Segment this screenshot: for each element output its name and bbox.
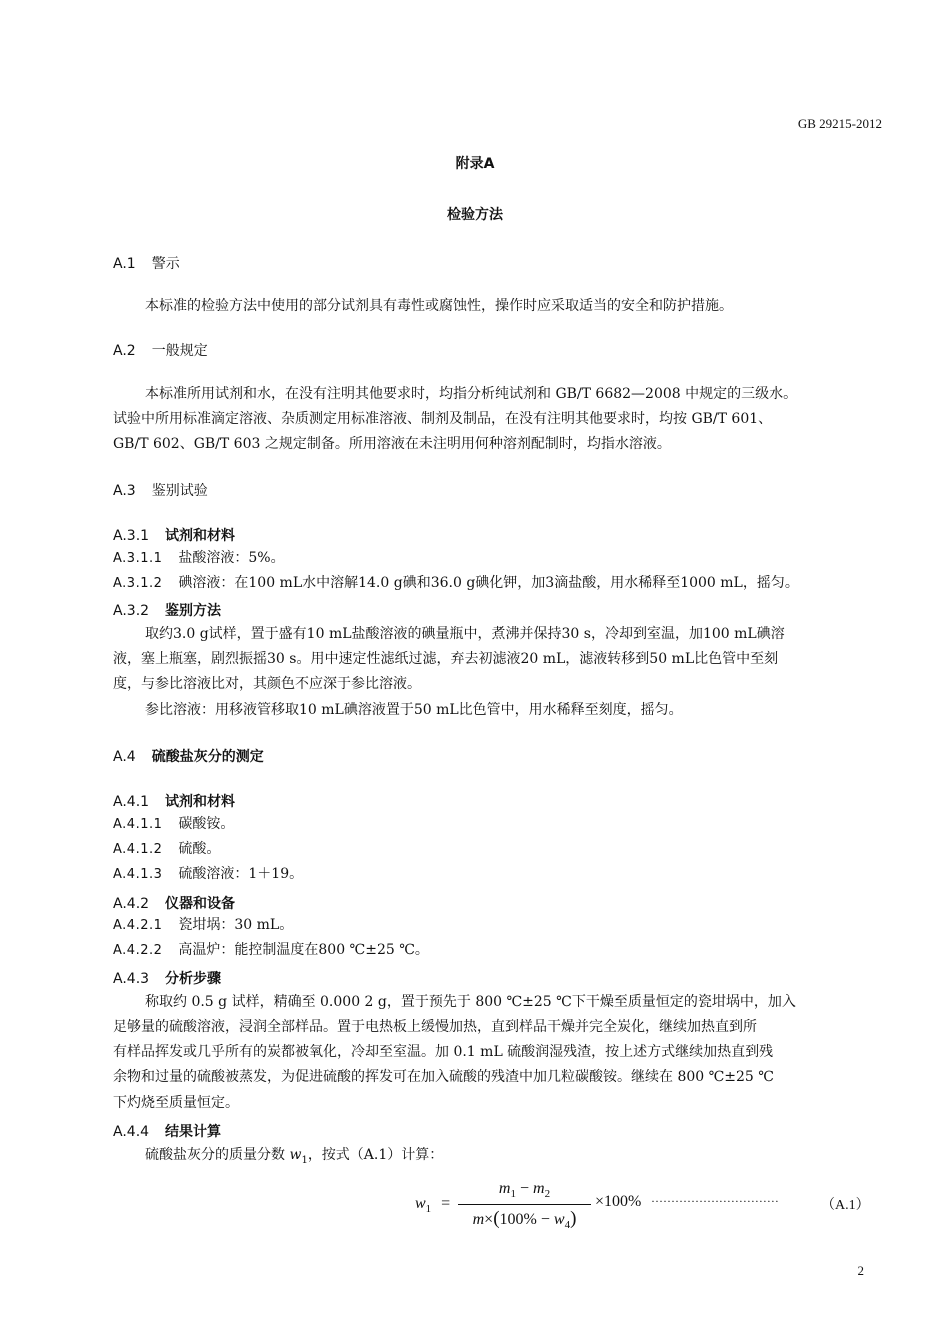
clause-text: 高温炉：能控制温度在800 ℃±25 ℃。 [178, 942, 429, 958]
page-number: 2 [857, 1263, 864, 1278]
clause-number: A.4.1.1 [113, 817, 163, 832]
variable-w: w [289, 1147, 302, 1163]
paragraph-line: 足够量的硫酸溶液，浸润全部样品。置于电热板上缓慢加热，直到样品干燥并完全炭化，继续加热直到所 [113, 1019, 757, 1035]
paragraph-line: 参比溶液：用移液管移取10 mL碘溶液置于50 mL比色管中，用水稀释至刻度，摇匀。 [145, 702, 683, 718]
heading-a4-3 [113, 968, 221, 988]
heading-a3 [113, 480, 208, 500]
heading-text: 鉴别方法 [165, 603, 222, 619]
heading-number: A.4 [113, 749, 136, 765]
heading-number: A.3.2 [113, 603, 150, 619]
paragraph-line: 称取约 0.5 g 试样，精确至 0.000 2 g，置于预先于 800 ℃±25 ℃下干燥至质量恒定的瓷坩埚中，加入 [145, 994, 796, 1010]
heading-text: 试剂和材料 [165, 794, 236, 810]
heading-a4-2 [113, 893, 235, 913]
appendix-title: 附录A [455, 156, 495, 172]
paragraph-line: 余物和过量的硫酸被蒸发，为促进硫酸的挥发可在加入硫酸的残渣中加几粒碳酸铵。继续在 800 ℃±25 ℃ [113, 1069, 774, 1085]
heading-number: A.4.3 [113, 971, 150, 987]
clause-number: A.4.2.1 [113, 918, 163, 933]
heading-text: 警示 [151, 256, 180, 272]
paragraph-line: 取约3.0 g试样，置于盛有10 mL盐酸溶液的碘量瓶中，煮沸并保持30 s，冷却到室温，加100 mL碘溶 [145, 626, 785, 642]
clause-a3-1-1 [113, 546, 285, 571]
calc-intro-text: ，按式（A.1）计算： [307, 1147, 444, 1163]
calc-intro [145, 1143, 443, 1173]
heading-number: A.4.4 [113, 1124, 150, 1140]
formula-label: （A.1） [821, 1198, 870, 1213]
clause-text: 碘溶液：在100 mL水中溶解14.0 g碘和36.0 g碘化钾，加3滴盐酸，用水稀释至1000 mL，摇匀。 [178, 575, 799, 591]
clause-text: 盐酸溶液：5%。 [178, 550, 285, 566]
formula-leader-dots: ································ [651, 1194, 779, 1208]
formula-times-100: ×100% [595, 1193, 642, 1210]
formula-a1 [415, 1180, 885, 1236]
heading-number: A.4.2 [113, 896, 150, 912]
clause-a4-2-1 [113, 913, 293, 938]
heading-number: A.3 [113, 483, 136, 499]
heading-text: 试剂和材料 [165, 528, 236, 544]
calc-intro-text: 硫酸盐灰分的质量分数 [145, 1147, 290, 1163]
heading-number: A.1 [113, 256, 136, 272]
clause-a3-1-2 [113, 571, 799, 596]
clause-number: A.4.1.2 [113, 842, 163, 857]
formula-sub: 1 [425, 1203, 432, 1216]
formula-paren: ( [493, 1208, 500, 1229]
clause-text: 硫酸溶液：1＋19。 [178, 866, 304, 882]
formula-percent: 100% [499, 1211, 537, 1228]
clause-number: A.4.2.2 [113, 943, 163, 958]
heading-a4 [113, 746, 264, 766]
heading-text: 分析步骤 [165, 971, 222, 987]
heading-number: A.3.1 [113, 528, 150, 544]
formula-sub: 2 [544, 1188, 551, 1201]
paragraph-line: 下灼烧至质量恒定。 [113, 1095, 239, 1111]
formula-var-w: w [415, 1195, 426, 1212]
paragraph-line: 液，塞上瓶塞，剧烈振摇30 s。用中速定性滤纸过滤，弃去初滤液20 mL，滤液转移到50 mL比色管中至刻 [113, 651, 779, 667]
formula-var-m: m [498, 1180, 511, 1197]
paragraph-line: 试验中所用标准滴定溶液、杂质测定用标准溶液、制剂及制品，在没有注明其他要求时，均按 GB/T 601、 [113, 411, 773, 427]
formula-minus: − [536, 1211, 554, 1228]
standard-number: GB 29215-2012 [797, 116, 882, 131]
formula-paren: ) [570, 1208, 577, 1229]
heading-a3-1 [113, 525, 235, 545]
clause-a4-2-2 [113, 938, 429, 963]
formula-var-m: m [472, 1211, 485, 1228]
clause-number: A.3.1.2 [113, 576, 163, 591]
heading-text: 仪器和设备 [165, 896, 236, 912]
clause-number: A.3.1.1 [113, 551, 163, 566]
clause-text: 碳酸铵。 [178, 816, 235, 832]
heading-a1 [113, 253, 180, 273]
formula-numerator [458, 1180, 591, 1200]
fraction-bar [458, 1204, 591, 1205]
clause-a4-1-1 [113, 812, 234, 837]
clause-number: A.4.1.3 [113, 867, 163, 882]
heading-a4-1 [113, 791, 235, 811]
clause-text: 瓷坩埚：30 mL。 [178, 917, 294, 933]
heading-number: A.4.1 [113, 794, 150, 810]
formula-minus: − [515, 1180, 534, 1197]
formula-equals: = [441, 1195, 451, 1212]
heading-number: A.2 [113, 343, 136, 359]
formula-denominator [458, 1208, 591, 1231]
clause-text: 硫酸。 [178, 841, 221, 857]
heading-text: 鉴别试验 [151, 483, 208, 499]
variable-subscript: 1 [301, 1154, 308, 1166]
heading-a3-2 [113, 600, 221, 620]
paragraph-line: 度，与参比溶液比对，其颜色不应深于参比溶液。 [113, 676, 421, 692]
formula-lhs [415, 1195, 450, 1215]
heading-text: 硫酸盐灰分的测定 [151, 749, 264, 765]
heading-text: 结果计算 [165, 1124, 222, 1140]
formula-var-m: m [533, 1180, 545, 1197]
formula-sub: 1 [510, 1188, 516, 1201]
appendix-subtitle: 检验方法 [447, 207, 503, 223]
paragraph-line: 有样品挥发或几乎所有的炭都被氧化，冷却至室温。加 0.1 mL 硫酸润湿残渣，按上述方式继续加热直到残 [113, 1044, 774, 1060]
heading-a4-4 [113, 1121, 221, 1141]
clause-a4-1-2 [113, 837, 220, 862]
clause-a4-1-3 [113, 862, 303, 887]
formula-times: × [484, 1211, 494, 1228]
paragraph-line: GB/T 602、GB/T 603 之规定制备。所用溶液在未注明用何种溶剂配制时，均指水溶液。 [113, 436, 671, 452]
paragraph-a1: 本标准的检验方法中使用的部分试剂具有毒性或腐蚀性，操作时应采取适当的安全和防护措施。 [145, 298, 733, 314]
formula-var-w: w [553, 1211, 565, 1228]
heading-text: 一般规定 [151, 343, 208, 359]
formula-sub: 4 [564, 1219, 571, 1232]
heading-a2 [113, 340, 208, 360]
paragraph-line: 本标准所用试剂和水，在没有注明其他要求时，均指分析纯试剂和 GB/T 6682—2008 中规定的三级水。 [145, 386, 798, 402]
